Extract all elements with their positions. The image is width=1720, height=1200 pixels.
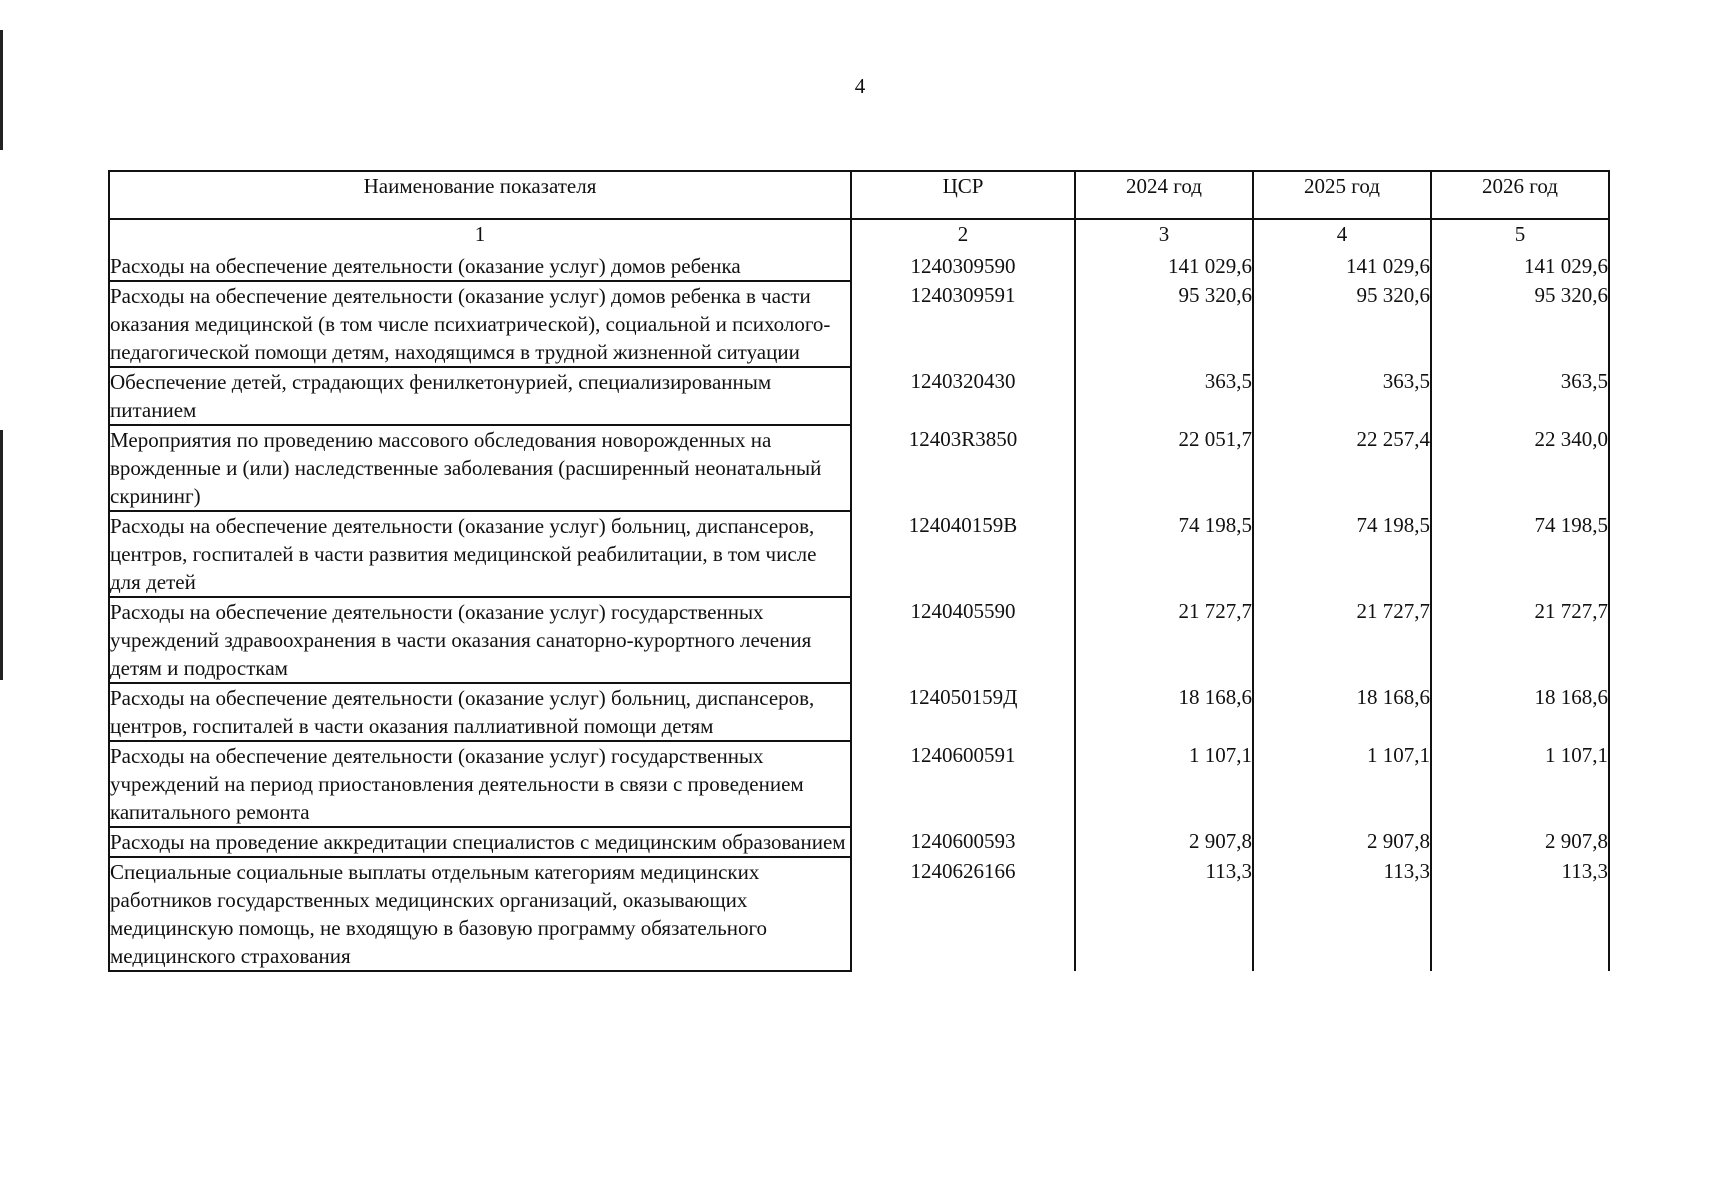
header-csr: ЦСР [851,171,1075,219]
table-row [109,597,1609,683]
header-indicator-name: Наименование показателя [109,171,851,219]
value-2026-cell: 141 029,6 [1431,252,1609,281]
csr-code-cell: 1240405590 [851,597,1075,683]
value-2025-cell: 363,5 [1253,367,1431,425]
csr-code-cell: 124050159Д [851,683,1075,741]
value-2025-cell: 22 257,4 [1253,425,1431,511]
value-2025-cell: 95 320,6 [1253,281,1431,367]
indicator-name-cell: Расходы на обеспечение деятельности (оказание услуг) домов ребенка [109,252,851,281]
csr-code-cell: 1240600591 [851,741,1075,827]
column-number: 4 [1253,219,1431,252]
value-2024-cell: 21 727,7 [1075,597,1253,683]
value-2026-cell: 95 320,6 [1431,281,1609,367]
column-number: 1 [109,219,851,252]
scan-edge-mark [0,430,3,680]
table-body [109,252,1609,971]
value-2024-cell: 22 051,7 [1075,425,1253,511]
header-year-2025: 2025 год [1253,171,1431,219]
indicator-name-cell: Обеспечение детей, страдающих фенилкетонурией, специализированным питанием [109,367,851,425]
csr-code-cell: 12403R3850 [851,425,1075,511]
indicator-name-cell: Расходы на обеспечение деятельности (оказание услуг) государственных учреждений на период приостановления деятельности в связи с проведением капитального ремонта [109,741,851,827]
budget-table [108,170,1610,972]
column-number-row [109,219,1609,252]
value-2024-cell: 18 168,6 [1075,683,1253,741]
value-2025-cell: 1 107,1 [1253,741,1431,827]
page-number: 4 [854,74,866,98]
indicator-name-cell: Мероприятия по проведению массового обследования новорожденных на врожденные и (или) наследственные заболевания (расширенный неонатальный скрининг) [109,425,851,511]
value-2024-cell: 141 029,6 [1075,252,1253,281]
indicator-name-cell: Расходы на обеспечение деятельности (оказание услуг) больниц, диспансеров, центров, госпиталей в части развития медицинской реабилитации, в том числе для детей [109,511,851,597]
value-2026-cell: 18 168,6 [1431,683,1609,741]
value-2025-cell: 113,3 [1253,857,1431,971]
value-2026-cell: 21 727,7 [1431,597,1609,683]
table-row [109,511,1609,597]
csr-code-cell: 1240309590 [851,252,1075,281]
value-2024-cell: 1 107,1 [1075,741,1253,827]
value-2024-cell: 363,5 [1075,367,1253,425]
table-row [109,827,1609,857]
csr-code-cell: 1240309591 [851,281,1075,367]
table-row [109,367,1609,425]
value-2024-cell: 95 320,6 [1075,281,1253,367]
value-2025-cell: 21 727,7 [1253,597,1431,683]
value-2026-cell: 1 107,1 [1431,741,1609,827]
csr-code-cell: 1240626166 [851,857,1075,971]
column-number: 2 [851,219,1075,252]
value-2025-cell: 74 198,5 [1253,511,1431,597]
csr-code-cell: 1240600593 [851,827,1075,857]
table-row [109,741,1609,827]
value-2026-cell: 2 907,8 [1431,827,1609,857]
header-year-2024: 2024 год [1075,171,1253,219]
value-2024-cell: 113,3 [1075,857,1253,971]
value-2026-cell: 363,5 [1431,367,1609,425]
value-2024-cell: 2 907,8 [1075,827,1253,857]
indicator-name-cell: Расходы на обеспечение деятельности (оказание услуг) домов ребенка в части оказания медицинской (в том числе психиатрической), социальной и психолого-педагогической помощи детям, находящимся в трудной жизненной ситуации [109,281,851,367]
value-2026-cell: 74 198,5 [1431,511,1609,597]
csr-code-cell: 124040159В [851,511,1075,597]
table-header-row [109,171,1609,219]
table-row [109,857,1609,971]
value-2025-cell: 2 907,8 [1253,827,1431,857]
value-2026-cell: 22 340,0 [1431,425,1609,511]
value-2025-cell: 18 168,6 [1253,683,1431,741]
indicator-name-cell: Расходы на проведение аккредитации специалистов с медицинским образованием [109,827,851,857]
value-2024-cell: 74 198,5 [1075,511,1253,597]
indicator-name-cell: Специальные социальные выплаты отдельным категориям медицинских работников государственных медицинских организаций, оказывающих медицинскую помощь, не входящую в базовую программу обязательного медицинского страхования [109,857,851,971]
table-row [109,252,1609,281]
table-row [109,425,1609,511]
value-2025-cell: 141 029,6 [1253,252,1431,281]
column-number: 3 [1075,219,1253,252]
column-number: 5 [1431,219,1609,252]
indicator-name-cell: Расходы на обеспечение деятельности (оказание услуг) больниц, диспансеров, центров, госпиталей в части оказания паллиативной помощи детям [109,683,851,741]
value-2026-cell: 113,3 [1431,857,1609,971]
table-row [109,281,1609,367]
csr-code-cell: 1240320430 [851,367,1075,425]
indicator-name-cell: Расходы на обеспечение деятельности (оказание услуг) государственных учреждений здравоохранения в части оказания санаторно-курортного лечения детям и подросткам [109,597,851,683]
table-row [109,683,1609,741]
header-year-2026: 2026 год [1431,171,1609,219]
